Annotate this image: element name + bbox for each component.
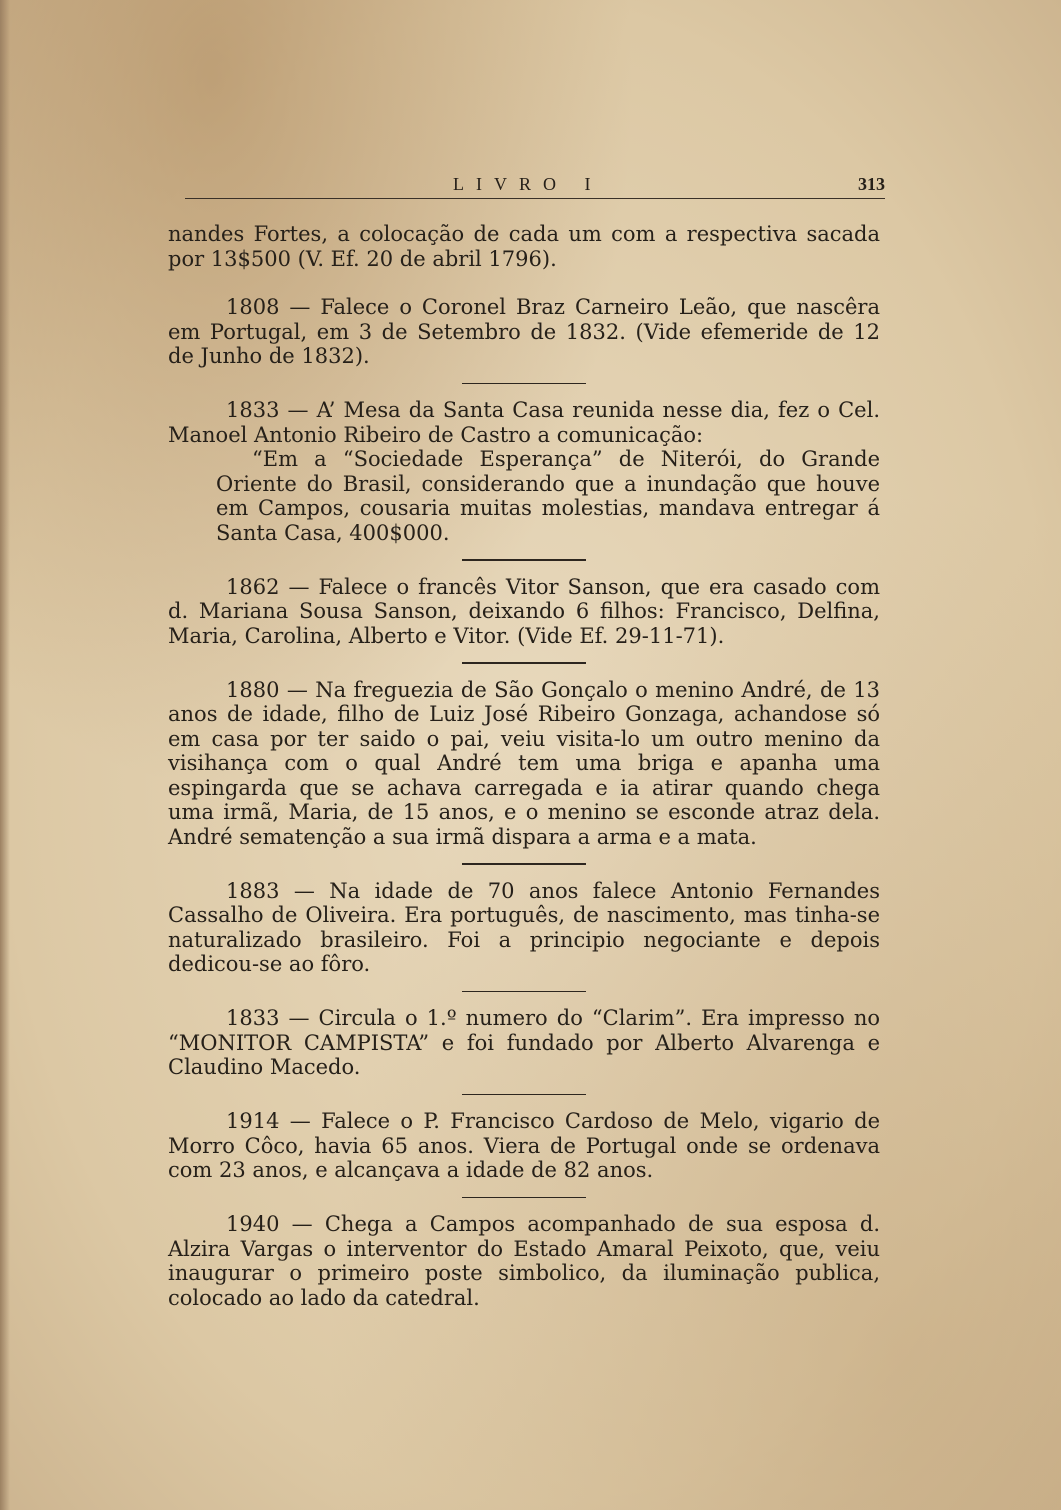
entry-1833-quote: “Em a “Sociedade Esperança” de Niterói, do Grande Oriente do Brasil, considerando que a inundação que houve em Campos, cousaria muitas molestias, mandava entregar á Santa Casa, 400$000. bbox=[216, 447, 880, 545]
entry-separator bbox=[462, 1094, 586, 1096]
entry-1880: 1880 — Na freguezia de São Gonçalo o menino André, de 13 anos de idade, filho de Luiz José Ribeiro Gonzaga, achandose só em casa por ter saido o pai, veiu visita-lo um outro menino da visihança com o qual André tem uma briga e apanha uma espingarda que se achava carregada e ia atirar quando chega uma irmã, Maria, de 15 anos, e o menino se esconde atraz dela. André sematenção a sua irmã dispara a arma e a mata. bbox=[168, 677, 880, 849]
entry-separator bbox=[462, 863, 586, 865]
entry-1833-santa-casa: 1833 — A’ Mesa da Santa Casa reunida nesse dia, fez o Cel. Manoel Antonio Ribeiro de Castro a comunicação: bbox=[168, 398, 880, 447]
entry-continuation: nandes Fortes, a colocação de cada um com a respectiva sacada por 13$500 (V. Ef. 20 de abril 1796). bbox=[168, 222, 880, 271]
entry-1883: 1883 — Na idade de 70 anos falece Antonio Fernandes Cassalho de Oliveira. Era português, de nascimento, mas tinha-se naturalizado brasileiro. Foi a principio negociante e depois dedicou-se ao fôro. bbox=[168, 878, 880, 976]
entry-1833-clarim: 1833 — Circula o 1.º numero do “Clarim”. Era impresso no “MONITOR CAMPISTA” e foi fundado por Alberto Alvarenga e Claudino Macedo. bbox=[168, 1006, 880, 1079]
running-header bbox=[185, 170, 885, 200]
entry-separator bbox=[462, 1197, 586, 1199]
page-number: 313 bbox=[858, 174, 885, 194]
entry-1940: 1940 — Chega a Campos acompanhado de sua esposa d. Alzira Vargas o interventor do Estado Amaral Peixoto, que, veiu inaugurar o primeiro poste simbolico, da iluminação publica, colocado ao lado da catedral. bbox=[168, 1212, 880, 1310]
page-edge-shadow bbox=[0, 0, 10, 1510]
entry-separator bbox=[462, 991, 586, 993]
entry-1862: 1862 — Falece o francês Vitor Sanson, que era casado com d. Mariana Sousa Sanson, deixando 6 filhos: Francisco, Delfina, Maria, Carolina, Alberto e Vitor. (Vide Ef. 29-11-71). bbox=[168, 574, 880, 648]
entry-separator bbox=[462, 559, 586, 561]
running-title: LIVRO I bbox=[453, 174, 603, 194]
header-rule bbox=[185, 198, 885, 199]
page-body bbox=[168, 222, 880, 1310]
entry-1808: 1808 — Falece o Coronel Braz Carneiro Leão, que nascêra em Portugal, em 3 de Setembro de 1832. (Vide efemeride de 12 de Junho de 1832). bbox=[168, 295, 880, 368]
entry-separator bbox=[462, 662, 586, 664]
entry-separator bbox=[462, 383, 586, 385]
entry-1914: 1914 — Falece o P. Francisco Cardoso de Melo, vigario de Morro Côco, havia 65 anos. Viera de Portugal onde se ordenava com 23 anos, e alcançava a idade de 82 anos. bbox=[168, 1109, 880, 1182]
